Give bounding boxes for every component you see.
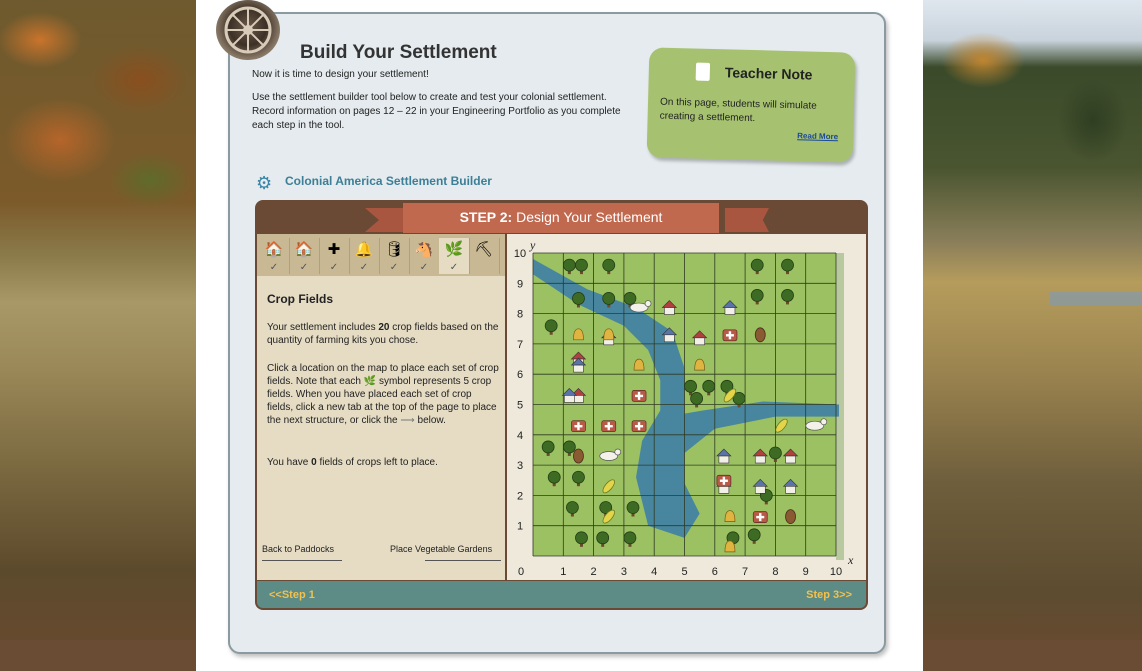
x-tick-label: 2 <box>590 566 597 578</box>
p2-text-mid: symbol represents 5 crop fields. When you have placed each set of crop fields, click a new tab at the top of the page to place the next structure, or click the <box>267 376 497 426</box>
house-blue-icon-body <box>719 456 729 463</box>
barrel-icon <box>786 510 796 524</box>
tree-icon <box>685 380 697 392</box>
step-label: STEP 2: <box>459 209 513 225</box>
map-svg[interactable] <box>507 234 866 580</box>
ribbon-right-tail <box>725 208 769 232</box>
x-tick-label: 1 <box>560 566 567 578</box>
x-tick-label: 0 <box>517 566 525 578</box>
teacher-note-card <box>647 47 856 162</box>
horse-icon: 🐴 <box>414 241 434 258</box>
y-tick-label: 9 <box>516 278 524 291</box>
tree-icon <box>545 320 557 332</box>
tree-icon <box>748 529 760 541</box>
bell-icon <box>634 359 644 370</box>
tree-icon <box>782 289 794 301</box>
house-blue-icon-body <box>719 486 729 493</box>
intro-line: Now it is time to design your settlement! <box>252 69 429 80</box>
bell-icon <box>573 329 583 340</box>
tree-icon <box>575 259 587 271</box>
medical-cross-h <box>720 480 728 482</box>
background-scenery-right <box>923 0 1142 671</box>
horse-head <box>615 449 621 455</box>
y-tick-label: 6 <box>516 369 524 382</box>
house-blue-icon-body <box>573 365 583 372</box>
wagon-wheel-logo <box>216 0 280 60</box>
page-title: Build Your Settlement <box>300 42 497 63</box>
trowel-icon: ⛏ <box>474 241 494 258</box>
tab-bell[interactable] <box>349 238 380 274</box>
tab-check-icon: ✓ <box>269 262 279 273</box>
medical-cross-h <box>756 516 764 518</box>
bell-icon: 🔔 <box>354 241 374 258</box>
crop-leaf-icon: 🌿 <box>444 241 464 258</box>
pane-title: Crop Fields <box>267 292 334 306</box>
horse-head <box>821 419 827 425</box>
house-blue-icon-body <box>786 486 796 493</box>
house-blue-icon-body <box>725 308 735 315</box>
book-icon <box>696 63 710 81</box>
house-blue-icon-body <box>564 395 574 402</box>
tab-check-icon: ✓ <box>419 262 429 273</box>
tree-icon <box>691 392 703 404</box>
x-tick-label: 3 <box>620 566 627 578</box>
back-to-paddocks-link[interactable]: Back to Paddocks <box>262 544 335 554</box>
horse-head <box>645 301 651 307</box>
tree-icon <box>751 259 763 271</box>
tree-icon <box>603 259 615 271</box>
tab-medical-kit[interactable] <box>319 238 350 274</box>
structure-tabs <box>257 234 505 276</box>
y-tick-label: 2 <box>516 490 524 503</box>
pane-paragraph-2 <box>267 362 499 427</box>
bell-icon <box>604 329 614 340</box>
barrel-icon: 🛢 <box>384 241 404 258</box>
y-tick-label: 5 <box>516 399 524 412</box>
house-blue-icon-body <box>755 486 765 493</box>
y-tick-label: 7 <box>516 338 524 351</box>
tab-horse[interactable] <box>409 238 440 274</box>
house-red-icon-body <box>695 338 705 345</box>
section-title: Colonial America Settlement Builder <box>285 174 492 188</box>
y-tick-label: 1 <box>516 520 524 533</box>
house-red-icon-body <box>573 395 583 402</box>
tab-crop-leaf[interactable] <box>439 238 470 274</box>
x-tick-label: 4 <box>651 566 658 578</box>
read-more-link[interactable]: Read More <box>797 131 839 142</box>
intro-paragraph: Use the settlement builder tool below to create and test your colonial settlement. Record information on pages 12 – 22 in your Engineering Portfolio as you complete each step in the tool. <box>252 92 621 131</box>
x-tick-label: 5 <box>681 566 688 578</box>
tab-check-icon: ✓ <box>359 262 369 273</box>
tree-icon <box>751 289 763 301</box>
bell-icon <box>695 359 705 370</box>
p2-text: Click a location on the map to place each set of crop fields. Note that each <box>267 363 499 387</box>
medical-kit-icon: ✚ <box>327 241 341 258</box>
tree-icon <box>597 532 609 544</box>
tree-icon <box>624 532 636 544</box>
settlement-builder <box>255 200 868 610</box>
instructions-pane <box>257 234 505 580</box>
gears-icon: ⚙ <box>256 173 273 193</box>
back-arrow-icon[interactable] <box>262 560 342 561</box>
tree-icon <box>563 441 575 453</box>
pane-paragraph-3 <box>267 456 499 469</box>
house-blue-icon-body <box>664 335 674 342</box>
medical-cross-h <box>726 334 734 336</box>
tab-check-icon: ✓ <box>299 262 309 273</box>
y-tick-label: 3 <box>516 460 524 473</box>
fields-left-count: 0 <box>311 457 317 468</box>
tab-house-blue[interactable] <box>289 238 320 274</box>
p3-text-end: fields of crops left to place. <box>316 457 438 468</box>
tab-trowel[interactable] <box>469 238 500 274</box>
x-tick-label: 9 <box>802 566 809 578</box>
tree-icon <box>624 292 636 304</box>
tab-check-icon: ✓ <box>449 262 459 273</box>
crop-field-count: 20 <box>378 322 390 333</box>
p3-text: You have <box>267 457 312 468</box>
house-red-icon-body <box>786 456 796 463</box>
barrel-icon <box>755 328 765 342</box>
teacher-note-title: Teacher Note <box>724 64 813 83</box>
tree-icon <box>542 441 554 453</box>
tree-icon <box>572 471 584 483</box>
medical-cross-h <box>635 395 643 397</box>
p1-text-end: crop fields based on the quantity of farming kits you chose. <box>267 322 499 346</box>
medical-cross-h <box>605 425 613 427</box>
p1-text: Your settlement includes <box>267 322 379 333</box>
y-tick-label: 8 <box>516 308 524 321</box>
pane-paragraph-1 <box>267 321 499 347</box>
place-vegetable-gardens-link[interactable]: Place Vegetable Gardens <box>390 544 493 554</box>
step-nav-bar <box>257 581 866 608</box>
x-tick-label: 8 <box>772 566 779 578</box>
tab-check-icon: ✓ <box>389 262 399 273</box>
tree-icon <box>769 447 781 459</box>
crop-symbol-icon: 🌿 <box>363 376 377 387</box>
tree-icon <box>572 292 584 304</box>
tab-barrel[interactable] <box>379 238 410 274</box>
tree-icon <box>703 380 715 392</box>
tree-icon <box>627 502 639 514</box>
x-tick-label: 10 <box>829 566 843 578</box>
bell-icon <box>725 541 735 552</box>
background-water <box>1050 292 1142 306</box>
house-red-icon: 🏠 <box>264 241 284 258</box>
next-arrow-icon[interactable] <box>425 560 501 561</box>
y-tick-label: 10 <box>513 248 527 260</box>
inline-arrow-icon: ⟶ <box>400 415 415 426</box>
house-red-icon-body <box>755 456 765 463</box>
house-red-icon-body <box>664 308 674 315</box>
x-tick-label: 7 <box>742 566 749 578</box>
tree-icon <box>566 502 578 514</box>
teacher-note-body: On this page, students will simulate creating a settlement. <box>659 96 817 125</box>
background-scenery-left <box>0 0 196 671</box>
y-tick-label: 4 <box>516 429 524 442</box>
tab-house-red[interactable] <box>259 238 290 274</box>
house-blue-icon: 🏠 <box>294 241 314 258</box>
tab-check-icon: ✓ <box>329 262 339 273</box>
barrel-icon <box>573 449 583 463</box>
medical-cross-h <box>635 425 643 427</box>
settlement-map[interactable] <box>507 234 866 580</box>
x-tick-label: 6 <box>711 566 718 578</box>
bell-icon <box>725 511 735 522</box>
tree-icon <box>563 259 575 271</box>
y-axis-label: y <box>530 238 536 252</box>
medical-cross-h <box>574 425 582 427</box>
tree-icon <box>603 292 615 304</box>
step-heading <box>403 209 719 225</box>
p2-text-end: below. <box>414 415 446 426</box>
step-title: Design Your Settlement <box>516 209 663 225</box>
tree-icon <box>575 532 587 544</box>
previous-step-button[interactable]: <<Step 1 <box>269 589 315 601</box>
tree-icon <box>782 259 794 271</box>
tree-icon <box>548 471 560 483</box>
next-step-button[interactable]: Step 3>> <box>806 589 852 601</box>
x-axis-label: x <box>848 553 854 567</box>
